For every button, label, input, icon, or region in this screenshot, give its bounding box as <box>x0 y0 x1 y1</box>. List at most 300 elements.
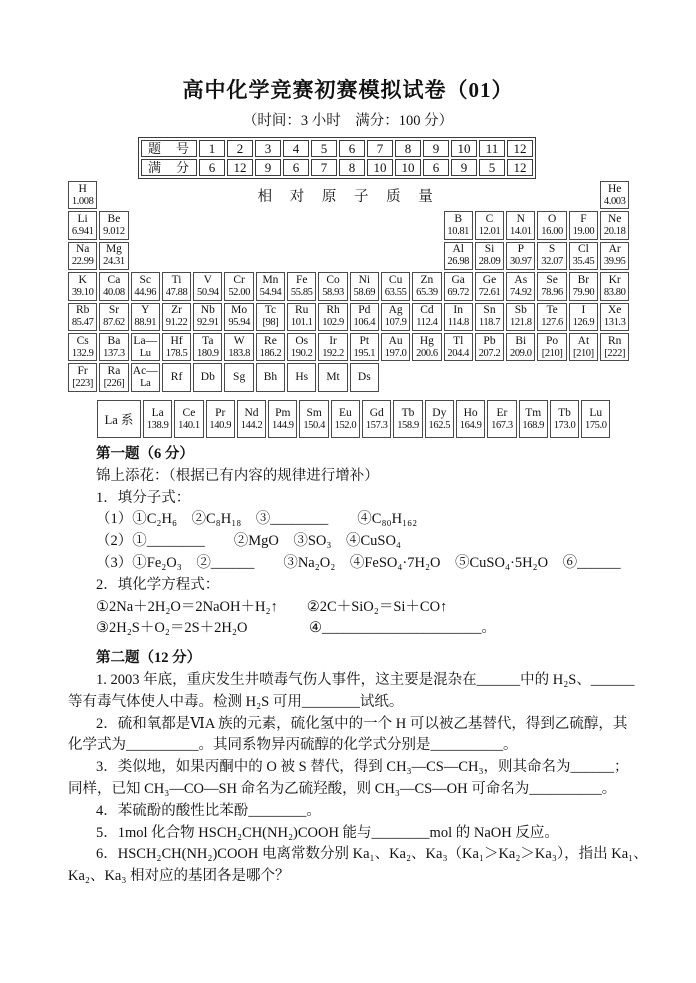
element-mass: 200.6 <box>416 347 438 359</box>
element-cell <box>287 303 316 331</box>
element-cell <box>131 272 160 300</box>
element-symbol: Sc <box>139 273 151 286</box>
element-mass: 88.91 <box>134 317 157 329</box>
element-cell <box>318 363 347 391</box>
element-symbol: Li <box>77 213 88 226</box>
question-line: （2）①________ ②MgO ③SO₃ ④CuSO₄ <box>96 533 401 550</box>
element-cell <box>425 400 454 438</box>
element-cell <box>68 272 97 300</box>
question-number-label: 题 号 <box>141 140 197 157</box>
element-cell <box>569 211 598 239</box>
element-symbol: Mn <box>262 273 279 286</box>
score-value-cell: 10 <box>367 159 393 176</box>
element-symbol: Hg <box>419 334 434 347</box>
element-cell <box>68 303 97 331</box>
question-line: 等有毒气体使人中毒。检测 H₂S 可用________试纸。 <box>68 693 404 710</box>
element-symbol: Cl <box>577 243 589 256</box>
element-symbol: Lu <box>589 406 603 419</box>
element-cell <box>162 303 191 331</box>
element-mass: 28.09 <box>478 256 501 268</box>
element-symbol: Ce <box>182 406 196 419</box>
element-symbol: Al <box>452 243 464 256</box>
element-mass: 79.90 <box>572 286 595 298</box>
element-symbol: S <box>548 243 556 256</box>
element-symbol: Sg <box>233 371 246 384</box>
element-mass: La <box>140 378 151 390</box>
element-symbol: Xe <box>607 304 622 317</box>
question-number-cell: 9 <box>423 140 449 157</box>
element-symbol: Na <box>75 243 90 256</box>
element-cell <box>506 242 535 270</box>
score-value-cell: 10 <box>395 159 421 176</box>
element-mass: 131.3 <box>603 317 626 329</box>
element-cell <box>475 303 504 331</box>
element-mass: 26.98 <box>447 256 470 268</box>
score-table <box>138 137 536 179</box>
element-cell <box>600 333 629 361</box>
element-cell <box>68 333 97 361</box>
element-cell <box>143 400 172 438</box>
element-symbol: H <box>78 182 87 195</box>
element-cell <box>569 242 598 270</box>
element-mass: 91.22 <box>165 317 188 329</box>
element-mass: 144.9 <box>272 419 294 431</box>
element-mass: 209.0 <box>509 347 532 359</box>
element-cell <box>256 333 285 361</box>
page-title: 高中化学竞赛初赛模拟试卷（01） <box>182 78 514 102</box>
element-symbol: Fr <box>77 365 88 378</box>
element-symbol: P <box>517 243 524 256</box>
element-mass: 87.62 <box>103 317 125 329</box>
element-symbol: Ra <box>107 365 121 378</box>
element-symbol: Ir <box>329 334 337 347</box>
element-cell <box>99 211 128 239</box>
question-line: （1）①C₂H₆ ②C₈H₁₈ ③________ ④C₈₀H₁₆₂ <box>96 511 418 528</box>
element-mass: 178.5 <box>165 347 188 359</box>
element-cell <box>193 272 222 300</box>
element-cell <box>475 242 504 270</box>
element-symbol: Pm <box>275 406 291 419</box>
element-mass: 192.2 <box>322 347 344 359</box>
element-cell <box>412 303 441 331</box>
element-symbol: Sr <box>108 304 120 317</box>
element-symbol: Ba <box>107 334 121 347</box>
element-cell <box>162 272 191 300</box>
element-symbol: Rf <box>170 371 183 384</box>
element-cell <box>381 272 410 300</box>
element-symbol: Nb <box>200 304 215 317</box>
question-line: ①2Na＋2H₂O＝2NaOH＋H₂↑ ②2C＋SiO₂＝Si＋CO↑ <box>96 598 448 615</box>
element-symbol: Pt <box>359 334 370 347</box>
score-header-row <box>141 140 533 157</box>
element-cell <box>487 400 516 438</box>
element-mass: 157.3 <box>365 419 388 431</box>
element-mass: [226] <box>103 378 125 390</box>
element-mass: 152.0 <box>334 419 357 431</box>
element-symbol: Tb <box>558 406 571 419</box>
element-mass: 35.45 <box>572 256 595 268</box>
element-mass: 173.0 <box>553 419 576 431</box>
element-cell <box>506 211 535 239</box>
element-mass: 10.81 <box>447 226 470 238</box>
element-symbol: Pd <box>358 304 371 317</box>
question-line: 5．1mol 化合物 HSCH₂CH(NH₂)COOH 能与________mol 的 NaOH 反应。 <box>96 824 559 841</box>
element-mass: 85.47 <box>71 317 94 329</box>
element-mass: 195.1 <box>353 347 376 359</box>
question-number-cell: 4 <box>283 140 309 157</box>
element-mass: 197.0 <box>384 347 407 359</box>
element-symbol: Tl <box>453 334 464 347</box>
element-mass: 204.4 <box>447 347 470 359</box>
element-symbol: Bi <box>515 334 527 347</box>
element-mass: 22.99 <box>71 256 94 268</box>
element-symbol: I <box>581 304 586 317</box>
element-cell <box>506 272 535 300</box>
element-cell <box>600 211 629 239</box>
element-mass: 118.7 <box>478 317 501 329</box>
element-cell <box>362 400 391 438</box>
element-cell <box>600 181 629 209</box>
element-mass: 39.95 <box>603 256 626 268</box>
element-cell <box>256 303 285 331</box>
element-cell <box>193 303 222 331</box>
questions-section <box>68 444 648 888</box>
element-cell <box>350 333 379 361</box>
element-mass: 50.94 <box>197 286 219 298</box>
element-cell <box>381 333 410 361</box>
element-symbol: Ta <box>202 334 214 347</box>
element-cell <box>331 400 360 438</box>
element-symbol: Hs <box>295 371 309 384</box>
element-cell <box>268 400 297 438</box>
element-cell <box>99 272 128 300</box>
element-symbol: Po <box>546 334 559 347</box>
question-number-cell: 11 <box>479 140 505 157</box>
score-value-cell: 8 <box>339 159 365 176</box>
element-mass: [210] <box>541 347 563 359</box>
element-cell <box>256 363 285 391</box>
element-mass: 47.88 <box>165 286 188 298</box>
element-symbol: V <box>203 273 212 286</box>
element-symbol: Gd <box>369 406 384 419</box>
element-mass: 175.0 <box>584 419 607 431</box>
element-symbol: Er <box>496 406 508 419</box>
periodic-table <box>68 181 629 392</box>
element-symbol: La— <box>133 334 158 347</box>
question-number-cell: 5 <box>311 140 337 157</box>
element-cell <box>569 333 598 361</box>
element-mass: [222] <box>604 347 626 359</box>
element-symbol: Ar <box>608 243 621 256</box>
element-mass: 9.012 <box>103 226 125 238</box>
question-number-cell: 12 <box>507 140 533 157</box>
element-mass: 144.2 <box>240 419 263 431</box>
element-cell <box>519 400 548 438</box>
question-number-cell: 1 <box>199 140 225 157</box>
question-line: 3．类似地，如果丙酮中的 O 被 S 替代，得到 CH₃—CS—CH₃，则其命名为______； <box>96 759 629 776</box>
element-symbol: Bh <box>263 371 278 384</box>
element-mass: 4.003 <box>603 195 626 207</box>
element-symbol: C <box>485 213 494 226</box>
question-line: 2．填化学方程式： <box>96 576 220 593</box>
question-number-cell: 3 <box>255 140 281 157</box>
element-symbol: F <box>580 213 587 226</box>
element-cell <box>537 303 566 331</box>
element-cell <box>256 272 285 300</box>
element-symbol: Hf <box>170 334 183 347</box>
element-symbol: Si <box>484 243 495 256</box>
element-symbol: Ac— <box>132 365 158 378</box>
element-cell <box>506 303 535 331</box>
element-symbol: Ca <box>107 273 121 286</box>
element-mass: 107.9 <box>384 317 407 329</box>
element-cell <box>444 303 473 331</box>
element-mass: 58.69 <box>353 286 376 298</box>
element-cell <box>412 333 441 361</box>
element-cell <box>68 363 97 391</box>
element-mass: 102.9 <box>322 317 344 329</box>
element-mass: 126.9 <box>572 317 595 329</box>
element-cell <box>287 272 316 300</box>
question-line: 6．HSCH₂CH(NH₂)COOH 电离常数分别 Ka₁、Ka₂、Ka₃（Ka₁＞Ka₂＞Ka₃），指出 Ka₁、 <box>96 846 648 863</box>
element-symbol: Rb <box>75 304 90 317</box>
element-cell <box>193 363 222 391</box>
element-cell <box>381 303 410 331</box>
question-line: Ka₂、Ka₃ 相对应的基团各是哪个？ <box>68 868 290 885</box>
element-cell <box>569 272 598 300</box>
element-mass: 24.31 <box>103 256 125 268</box>
element-symbol: K <box>78 273 87 286</box>
element-cell <box>581 400 610 438</box>
element-symbol: Rh <box>326 304 340 317</box>
element-mass: 40.08 <box>103 286 125 298</box>
element-symbol: He <box>607 182 622 195</box>
element-symbol: Au <box>388 334 403 347</box>
element-cell <box>475 333 504 361</box>
element-cell <box>350 303 379 331</box>
element-mass: 162.5 <box>428 419 451 431</box>
element-symbol: Br <box>577 273 590 286</box>
lanthanide-series-row <box>97 400 610 438</box>
element-mass: 167.3 <box>491 419 513 431</box>
score-value-cell: 9 <box>255 159 281 176</box>
element-mass: 52.00 <box>228 286 250 298</box>
element-symbol: Kr <box>608 273 621 286</box>
score-value-cell: 12 <box>507 159 533 176</box>
element-cell <box>318 272 347 300</box>
element-cell <box>350 272 379 300</box>
element-symbol: Dy <box>432 406 447 419</box>
element-symbol: Ds <box>357 371 371 384</box>
question-number-cell: 2 <box>227 140 253 157</box>
element-mass: 207.2 <box>478 347 501 359</box>
element-cell <box>162 333 191 361</box>
element-symbol: Rn <box>607 334 622 347</box>
element-cell <box>350 363 379 391</box>
element-mass: 69.72 <box>447 286 470 298</box>
element-mass: 6.941 <box>71 226 94 238</box>
element-mass: 54.94 <box>259 286 282 298</box>
element-mass: 140.9 <box>209 419 232 431</box>
element-cell <box>237 400 266 438</box>
element-symbol: Ni <box>358 273 371 286</box>
element-cell <box>506 333 535 361</box>
element-mass: 101.1 <box>290 317 313 329</box>
element-symbol: Mt <box>326 371 340 384</box>
atomic-mass-caption: 相 对 原 子 质 量 <box>257 188 440 205</box>
element-mass: 16.00 <box>541 226 563 238</box>
element-symbol: Se <box>546 273 558 286</box>
element-mass: [223] <box>72 378 94 390</box>
element-cell <box>600 242 629 270</box>
question-line: 1．填分子式： <box>96 489 191 506</box>
score-value-cell: 5 <box>479 159 505 176</box>
element-mass: 78.96 <box>541 286 563 298</box>
element-cell <box>162 363 191 391</box>
element-symbol: In <box>453 304 463 317</box>
element-cell <box>537 272 566 300</box>
element-cell <box>99 242 128 270</box>
score-values-row <box>141 159 533 176</box>
question-line: 4．苯硫酚的酸性比苯酚________。 <box>96 802 321 819</box>
page-subtitle: （时间：3 小时 满分：100 分） <box>242 113 454 129</box>
element-mass: 12.01 <box>478 226 501 238</box>
element-cell <box>537 333 566 361</box>
element-cell <box>68 211 97 239</box>
element-mass: 180.9 <box>197 347 219 359</box>
element-cell <box>224 272 253 300</box>
element-mass: 190.2 <box>290 347 313 359</box>
element-mass: 114.8 <box>447 317 469 329</box>
question-line: 同样，已知 CH₃—CO—SH 命名为乙硫羟酸，则 CH₃—CS—OH 可命名为__________。 <box>68 780 617 797</box>
element-cell <box>444 333 473 361</box>
element-mass: 168.9 <box>522 419 545 431</box>
element-mass: 183.8 <box>228 347 250 359</box>
element-symbol: Os <box>295 334 309 347</box>
element-cell <box>224 333 253 361</box>
element-cell <box>444 242 473 270</box>
score-value-cell: 12 <box>227 159 253 176</box>
question-number-cell: 8 <box>395 140 421 157</box>
element-symbol: Ag <box>388 304 403 317</box>
element-symbol: Eu <box>339 406 352 419</box>
element-mass: 127.6 <box>541 317 563 329</box>
element-mass: 83.80 <box>603 286 626 298</box>
element-cell <box>224 363 253 391</box>
element-cell <box>550 400 579 438</box>
element-cell <box>193 333 222 361</box>
element-symbol: Tb <box>401 406 415 419</box>
element-mass: 140.1 <box>178 419 200 431</box>
question-line: 2．硫和氧都是ⅥA 族的元素，硫化氢中的一个 H 可以被乙基替代，得到乙硫醇，其 <box>96 715 628 732</box>
element-cell <box>99 303 128 331</box>
element-mass: 121.8 <box>509 317 532 329</box>
element-cell <box>131 303 160 331</box>
element-mass: 164.9 <box>459 419 482 431</box>
score-value-cell: 6 <box>423 159 449 176</box>
element-cell <box>68 181 97 209</box>
element-cell <box>99 333 128 361</box>
section-heading: 第一题（6 分） <box>96 446 194 462</box>
la-series-label: La 系 <box>97 400 141 438</box>
element-symbol: La <box>151 406 164 419</box>
element-symbol: Pr <box>215 406 226 419</box>
element-cell <box>456 400 485 438</box>
element-symbol: Mo <box>231 304 248 317</box>
element-mass: 186.2 <box>259 347 282 359</box>
element-mass: 14.01 <box>509 226 532 238</box>
element-cell <box>131 363 160 391</box>
element-cell <box>600 272 629 300</box>
element-mass: 72.61 <box>478 286 501 298</box>
question-number-cell: 7 <box>367 140 393 157</box>
element-mass: 1.008 <box>71 195 94 207</box>
element-symbol: Re <box>264 334 277 347</box>
full-score-label: 满 分 <box>141 159 197 176</box>
question-number-cell: 10 <box>451 140 477 157</box>
section-heading: 第二题（12 分） <box>96 650 202 667</box>
element-symbol: As <box>514 273 528 286</box>
element-mass: 30.97 <box>509 256 532 268</box>
element-cell <box>475 272 504 300</box>
element-symbol: Cs <box>76 334 89 347</box>
element-symbol: B <box>454 213 463 226</box>
element-mass: 63.55 <box>384 286 407 298</box>
score-value-cell: 7 <box>311 159 337 176</box>
element-symbol: Cu <box>388 273 403 286</box>
element-cell <box>600 303 629 331</box>
element-symbol: Te <box>546 304 558 317</box>
element-cell <box>318 333 347 361</box>
element-mass: Lu <box>139 347 151 359</box>
element-symbol: Tm <box>525 406 542 419</box>
element-symbol: Fe <box>295 273 308 286</box>
element-mass: 92.91 <box>197 317 219 329</box>
element-symbol: Ru <box>295 304 309 317</box>
element-symbol: Co <box>326 273 340 286</box>
element-symbol: O <box>547 213 557 226</box>
element-cell <box>206 400 235 438</box>
question-line: ③2H₂S＋O₂＝2S＋2H₂O ④______________________。 <box>96 620 497 637</box>
element-symbol: Sm <box>306 406 322 419</box>
element-symbol: Cd <box>420 304 434 317</box>
element-symbol: At <box>577 334 590 347</box>
element-cell <box>99 363 128 391</box>
element-cell <box>287 333 316 361</box>
question-line: （3）①Fe₂O₃ ②______ ③Na₂O₂ ④FeSO₄·7H₂O ⑤CuSO₄·5H₂O ⑥______ <box>96 554 621 571</box>
element-symbol: Be <box>107 213 121 226</box>
element-symbol: Sn <box>483 304 496 317</box>
element-cell <box>299 400 328 438</box>
element-cell <box>475 211 504 239</box>
element-mass: 106.4 <box>353 317 376 329</box>
element-cell <box>569 303 598 331</box>
question-number-cell: 6 <box>339 140 365 157</box>
element-cell <box>393 400 422 438</box>
element-mass: 20.18 <box>603 226 626 238</box>
question-line: 1. 2003 年底，重庆发生井喷毒气伤人事件，这主要是混杂在______中的 H₂S、______ <box>96 671 635 688</box>
element-cell <box>287 363 316 391</box>
element-mass: 19.00 <box>572 226 595 238</box>
element-cell <box>131 333 160 361</box>
element-symbol: Tc <box>264 304 277 317</box>
element-symbol: Cr <box>233 273 245 286</box>
question-line: 锦上添花：（根据已有内容的规律进行增补） <box>96 467 379 484</box>
element-symbol: Ge <box>482 273 497 286</box>
element-symbol: Sb <box>514 304 527 317</box>
score-value-cell: 9 <box>451 159 477 176</box>
element-mass: 112.4 <box>416 317 438 329</box>
